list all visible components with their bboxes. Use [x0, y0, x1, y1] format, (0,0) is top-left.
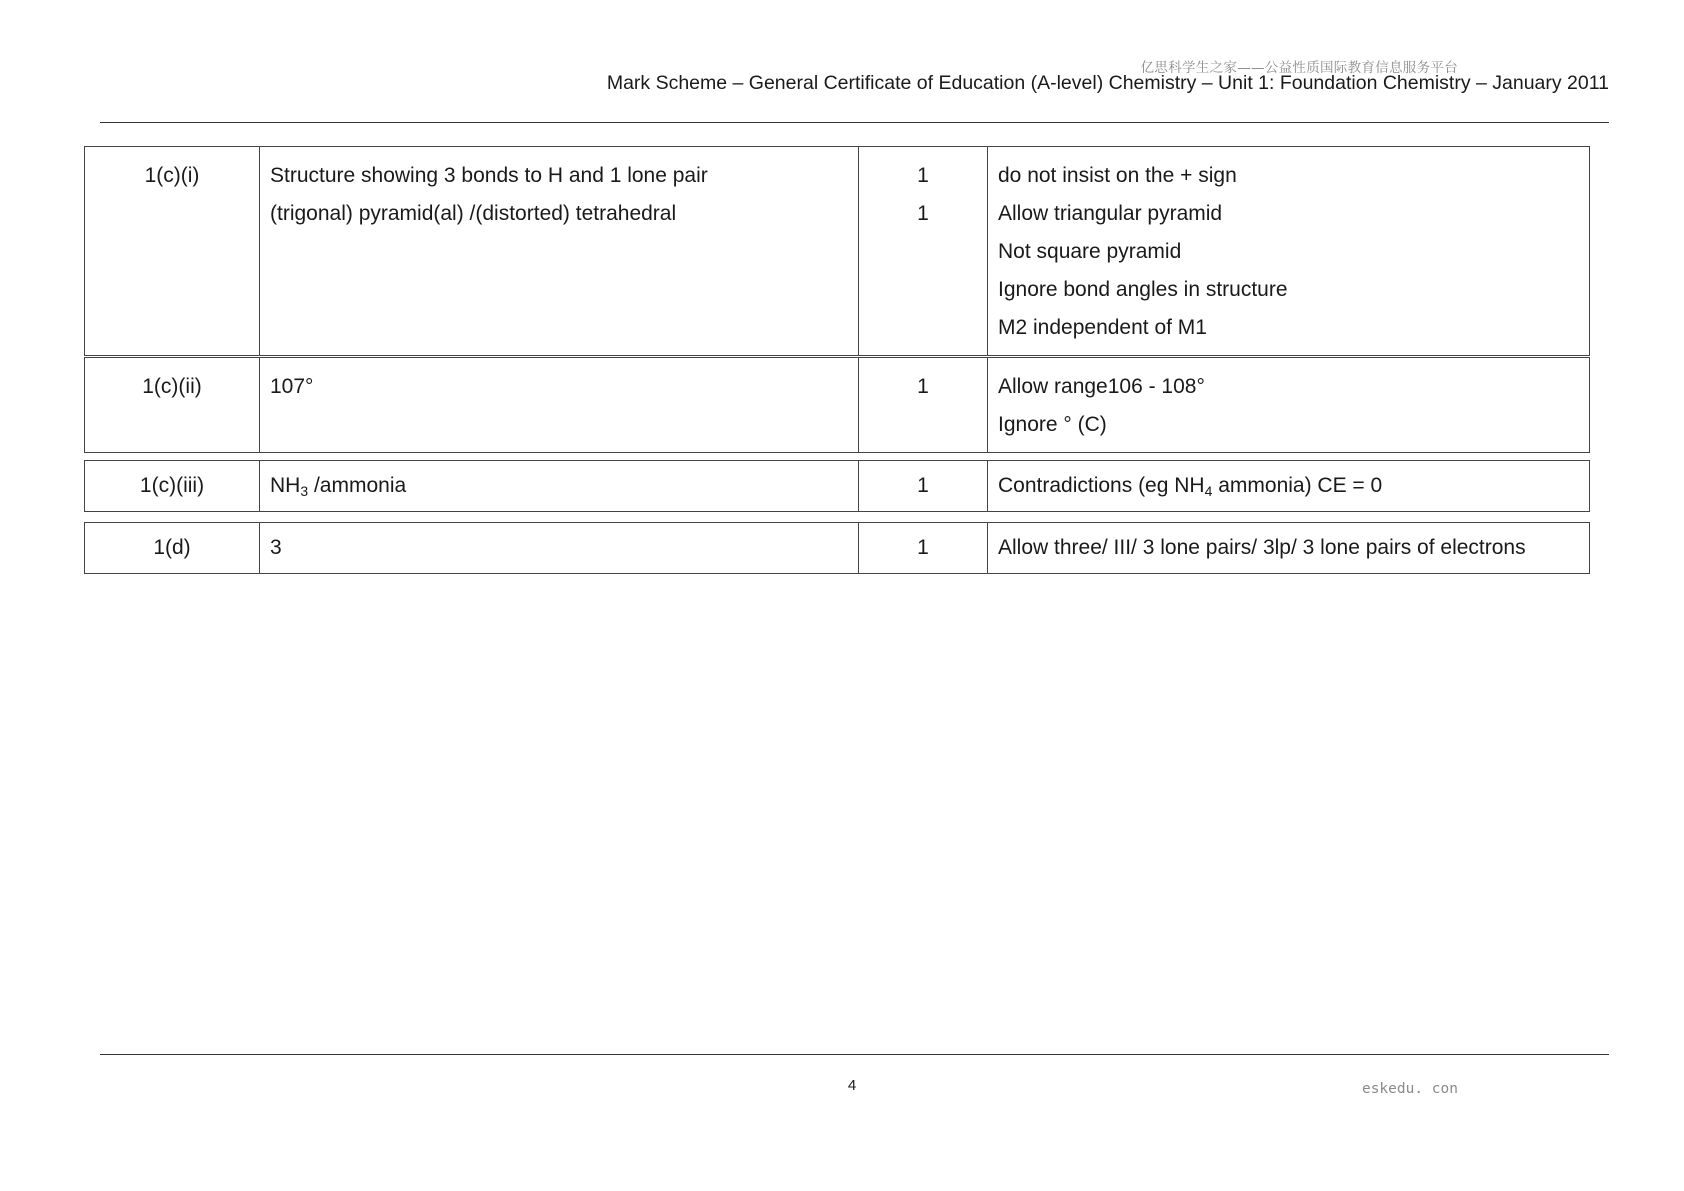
marks-cell — [859, 523, 988, 574]
comment-line: Allow three/ III/ 3 lone pairs/ 3lp/ 3 lone pairs of electrons — [998, 536, 1526, 559]
mark-scheme-table-1cii — [84, 357, 1590, 453]
marks-cell — [859, 461, 988, 512]
formula-text: NH — [270, 474, 301, 497]
comment-line: do not insist on the + sign — [998, 164, 1237, 187]
comment-line: Allow range106 - 108° — [998, 375, 1205, 398]
question-cell — [85, 358, 260, 453]
answer-text: /ammonia — [308, 474, 407, 497]
question-number: 1(c)(i) — [144, 164, 200, 187]
comments-cell — [988, 461, 1590, 512]
table-row — [85, 461, 1590, 512]
formula-subscript: 4 — [1204, 483, 1213, 499]
marks-cell — [859, 147, 988, 356]
mark-value: 1 — [917, 474, 929, 497]
comment-text: ammonia) CE = 0 — [1212, 474, 1383, 497]
comments-cell — [988, 523, 1590, 574]
comment-line — [998, 467, 1579, 505]
table-row — [85, 523, 1590, 574]
comment-line: Allow triangular pyramid — [998, 202, 1223, 225]
question-cell — [85, 461, 260, 512]
comment-line: M2 independent of M1 — [998, 316, 1207, 339]
table-row — [85, 147, 1590, 356]
question-cell — [85, 147, 260, 356]
answer-line: Structure showing 3 bonds to H and 1 lone pair — [270, 164, 708, 187]
comment-line: Ignore ° (C) — [998, 413, 1107, 436]
answer-line: 107° — [270, 375, 314, 398]
comments-cell — [988, 147, 1590, 356]
footer-watermark: eskedu. con — [1361, 1081, 1458, 1097]
answer-line: 3 — [270, 536, 282, 559]
mark-scheme-table-1d — [84, 522, 1590, 574]
answer-cell — [260, 147, 859, 356]
mark-value: 1 — [917, 164, 929, 187]
mark-value: 1 — [917, 375, 929, 398]
footer-divider — [100, 1054, 1609, 1055]
answer-cell — [260, 523, 859, 574]
comment-text: Contradictions (eg NH — [998, 474, 1205, 497]
mark-value: 1 — [917, 202, 929, 225]
answer-line: (trigonal) pyramid(al) /(distorted) tetrahedral — [270, 202, 677, 225]
mark-scheme-table-1ciii — [84, 460, 1590, 512]
mark-scheme-table-1ci — [84, 146, 1590, 356]
table-row — [85, 358, 1590, 453]
answer-line — [270, 467, 848, 505]
mark-value: 1 — [917, 536, 929, 559]
marks-cell — [859, 358, 988, 453]
answer-cell — [260, 358, 859, 453]
comment-line: Not square pyramid — [998, 240, 1182, 263]
question-cell — [85, 523, 260, 574]
formula-subscript: 3 — [300, 483, 309, 499]
comments-cell — [988, 358, 1590, 453]
question-number: 1(d) — [153, 536, 191, 559]
answer-cell — [260, 461, 859, 512]
question-number: 1(c)(iii) — [139, 474, 205, 497]
watermark-header-text: 亿思科学生之家——公益性质国际教育信息服务平台 — [1140, 60, 1458, 76]
page-header-title: Mark Scheme – General Certificate of Education (A-level) Chemistry – Unit 1: Foundation Chemistry – January 2011 — [606, 72, 1609, 94]
comment-line: Ignore bond angles in structure — [998, 278, 1288, 301]
question-number: 1(c)(ii) — [142, 375, 202, 398]
page-number: 4 — [847, 1077, 857, 1094]
header-divider — [100, 122, 1609, 123]
